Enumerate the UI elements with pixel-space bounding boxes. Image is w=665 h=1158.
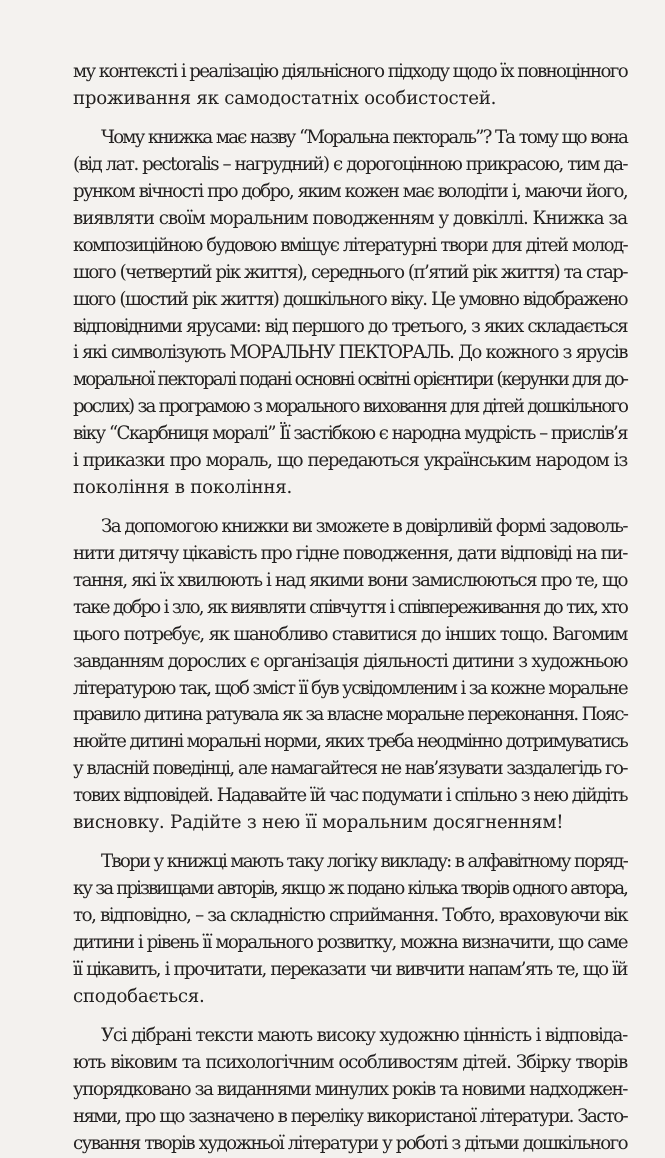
paragraph — [73, 1023, 627, 1157]
text-line: Чому книжка має назву “Моральна пектораль”? Та тому що вона — [101, 127, 627, 149]
text-line: шого (четвертий рік життя), середнього (п’ятий рік життя) та стар- — [73, 261, 627, 283]
text-line: цього потребує, як шанобливо ставитися до інших тощо. Вагомим — [73, 623, 627, 645]
text-line: сування творів художньої літератури у роботі з дітьми дошкільного — [73, 1132, 627, 1154]
text-line: тання, які їх хвилюють і над якими вони замислюються про те, що — [73, 570, 627, 592]
text-line: ють віковим та психологічним особливостям дітей. Збірку творів — [73, 1052, 627, 1074]
text-line: завданням дорослих є організація діяльності дитини з художньою — [73, 650, 627, 672]
text-line: таке добро і зло, як виявляти співчуття і співпереживання до тих, хто — [73, 596, 627, 618]
text-line: покоління в покоління. — [73, 476, 293, 498]
text-line: моральної пекторалі подані основні освітні орієнтири (керунки для до- — [73, 369, 627, 391]
text-line: Твори у книжці мають таку логіку викладу: в алфавітному поряд- — [101, 851, 627, 873]
text-line: віку “Скарбниця моралі” Її застібкою є народна мудрість – прислів’я — [73, 423, 627, 445]
text-line: шого (шостий рік життя) дошкільного віку. Це умовно відображено — [73, 288, 627, 310]
text-line: (від лат. pectoralis – нагрудний) є дорогоцінною прикрасою, тим да- — [73, 154, 627, 176]
text-line: нюйте дитині моральні норми, яких треба неодмінно дотримуватись — [73, 731, 627, 753]
text-line: у власній поведінці, але намагайтеся не нав’язувати заздалегідь го- — [73, 758, 627, 780]
text-line: Усі дібрані тексти мають високу художню цінність і відповіда- — [101, 1025, 627, 1047]
text-line: літературою так, щоб зміст її був усвідомленим і за кожне моральне — [73, 677, 627, 699]
text-line: відповідними ярусами: від першого до третього, з яких складається — [73, 315, 627, 337]
text-line: її цікавить, і прочитати, переказати чи вивчити напам’ять те, що їй — [73, 959, 627, 980]
text-line: правило дитина ратувала як за власне моральне переконання. Пояс- — [73, 704, 627, 726]
page-body — [73, 59, 627, 1158]
paragraph — [73, 125, 627, 501]
text-line: му контексті і реалізацію діяльнісного підходу щодо їх повноцінного — [73, 61, 627, 82]
text-line: виявляти своїм моральним поводженням у довкіллі. Книжка за — [73, 207, 627, 229]
text-line: За допомогою книжки ви зможете в довірливій формі задоволь- — [101, 516, 627, 538]
text-line: ку за прізвищами авторів, якщо ж подано кілька творів одного автора, — [73, 878, 627, 900]
text-line: композиційною будовою вміщує літературні твори для дітей молод- — [73, 234, 627, 256]
text-line: тових відповідей. Надавайте їй час подумати і спільно з нею дійдіть — [73, 785, 627, 807]
text-line: упорядковано за виданнями минулих років та новими надходжен- — [73, 1079, 627, 1101]
text-line: і приказки про мораль, що передаються українським народом із — [73, 449, 627, 471]
paragraph — [73, 849, 627, 1010]
text-line: рослих) за програмою з морального виховання для дітей дошкільного — [73, 396, 627, 418]
text-line: нями, про що зазначено в переліку використаної літератури. Засто- — [73, 1105, 627, 1127]
paragraph — [73, 59, 627, 113]
text-line: то, відповідно, – за складністю сприймання. Тобто, враховуючи вік — [73, 905, 627, 927]
text-line: і які символізують МОРАЛЬНУ ПЕКТОРАЛЬ. До кожного з ярусів — [73, 342, 627, 364]
text-line: нити дитячу цікавість про гідне поводження, дати відповіді на пи- — [73, 543, 627, 565]
text-line: сподобається. — [73, 985, 205, 1007]
text-line: проживання як самодостатніх особистостей. — [73, 87, 497, 109]
text-line: рунком вічності про добро, яким кожен має володіти і, маючи його, — [73, 181, 627, 203]
text-line: дитини і рівень її морального розвитку, можна визначити, що саме — [73, 932, 627, 954]
paragraph — [73, 514, 627, 837]
text-line: висновку. Радійте з нею її моральним досягненням! — [73, 812, 564, 834]
